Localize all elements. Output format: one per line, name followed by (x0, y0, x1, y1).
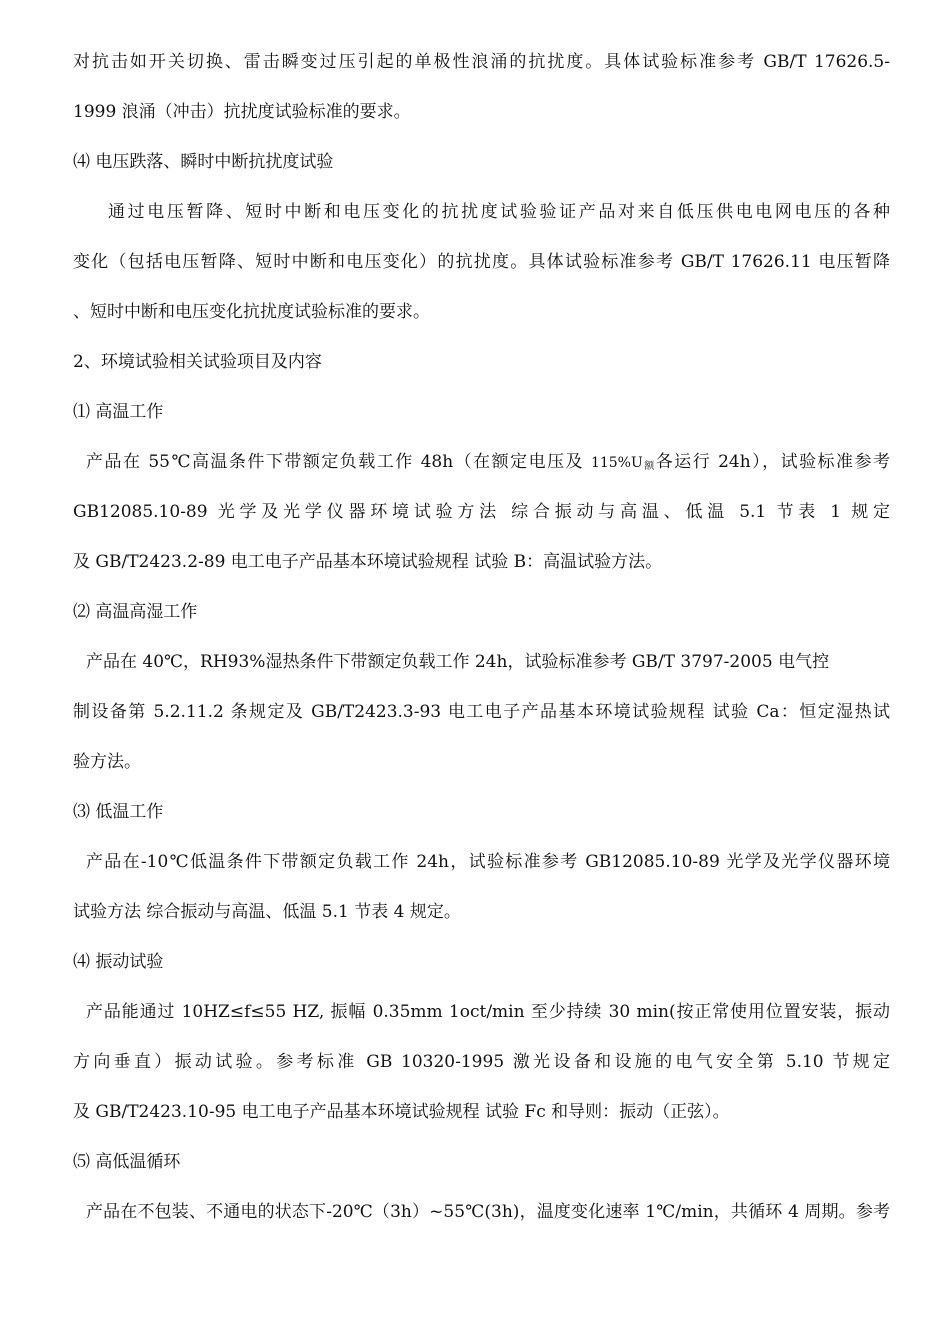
section-heading: ⑸ 高低温循环 (73, 1152, 181, 1172)
paragraph-line: 试验方法 综合振动与高温、低温 5.1 节表 4 规定。 (73, 902, 461, 922)
text-run: 产品在 55℃高温条件下带额定负载工作 48h（在额定电压及 (86, 452, 591, 472)
paragraph-line: 及 GB/T2423.10-95 电工电子产品基本环境试验规程 试验 Fc 和导则：振动（正弦）。 (73, 1102, 730, 1122)
section-heading: ⑴ 高温工作 (73, 402, 164, 422)
paragraph-line: 产品在 40℃，RH93%湿热条件下带额定负载工作 24h，试验标准参考 GB/T 3797-2005 电气控 (86, 652, 830, 672)
section-heading: ⑷ 电压跌落、瞬时中断抗扰度试验 (73, 152, 334, 172)
paragraph-line: 通过电压暂降、短时中断和电压变化的抗扰度试验验证产品对来自低压供电电网电压的各种 (108, 202, 890, 222)
section-heading: ⑵ 高温高湿工作 (73, 602, 198, 622)
section-heading: ⑷ 振动试验 (73, 952, 164, 972)
paragraph-line: 方向垂直）振动试验。参考标准 GB 10320-1995 激光设备和设施的电气安全第 5.10 节规定 (73, 1052, 890, 1072)
text-run: 各运行 24h），试验标准参考 (655, 452, 890, 472)
paragraph-line: 变化（包括电压暂降、短时中断和电压变化）的抗扰度。具体试验标准参考 GB/T 17626.11 电压暂降 (73, 252, 890, 272)
paragraph-line (86, 450, 890, 474)
paragraph-line: 及 GB/T2423.2-89 电工电子产品基本环境试验规程 试验 B：高温试验方法。 (73, 552, 663, 572)
section-heading: ⑶ 低温工作 (73, 802, 164, 822)
paragraph-line: 产品在-10℃低温条件下带额定负载工作 24h，试验标准参考 GB12085.10-89 光学及光学仪器环境 (86, 852, 890, 872)
paragraph-line: 产品在不包装、不通电的状态下-20℃（3h）~55℃(3h)，温度变化速率 1℃/min，共循环 4 周期。参考 (86, 1202, 890, 1222)
paragraph-line: 制设备第 5.2.11.2 条规定及 GB/T2423.3-93 电工电子产品基本环境试验规程 试验 Ca：恒定湿热试 (73, 702, 890, 722)
paragraph-line: 对抗击如开关切换、雷击瞬变过压引起的单极性浪涌的抗扰度。具体试验标准参考 GB/T 17626.5- (73, 52, 890, 72)
paragraph-line: GB12085.10-89 光学及光学仪器环境试验方法 综合振动与高温、低温 5.1 节表 1 规定 (73, 502, 890, 522)
paragraph-line: 1999 浪涌（冲击）抗扰度试验标准的要求。 (73, 102, 411, 122)
paragraph-line: 验方法。 (73, 752, 141, 772)
paragraph-line: 、短时中断和电压变化抗扰度试验标准的要求。 (73, 302, 430, 322)
subscript-text: 额 (642, 461, 656, 472)
text-run: 115%U (590, 455, 643, 471)
paragraph-line: 产品能通过 10HZ≤f≤55 HZ, 振幅 0.35mm 1oct/min 至少持续 30 min(按正常使用位置安装，振动 (86, 1002, 890, 1022)
section-heading: 2、环境试验相关试验项目及内容 (73, 352, 322, 372)
